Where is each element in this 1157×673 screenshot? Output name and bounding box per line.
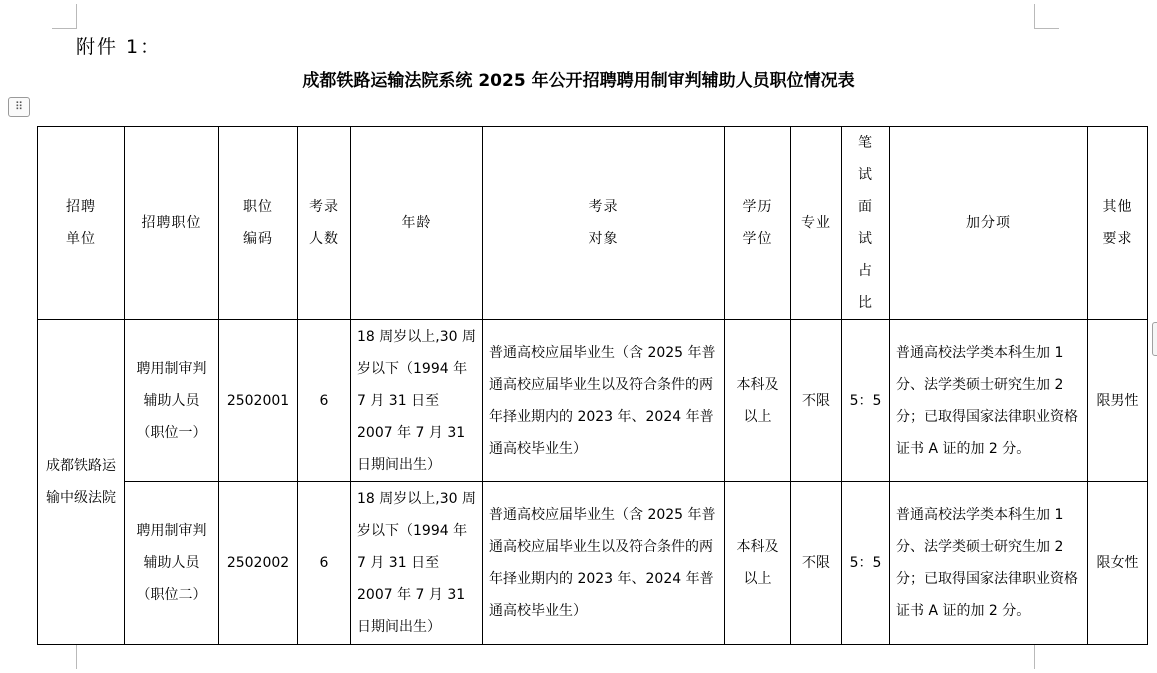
attachment-label: 附件 1： <box>76 36 162 58</box>
cell-unit: 成都铁路运输中级法院 <box>38 320 125 645</box>
cell-other: 限女性 <box>1088 482 1148 645</box>
header-position: 招聘职位 <box>125 127 219 320</box>
cell-code: 2502002 <box>219 482 298 645</box>
document-title: 成都铁路运输法院系统 2025 年公开招聘聘用制审判辅助人员职位情况表 <box>302 71 855 91</box>
cell-other: 限男性 <box>1088 320 1148 482</box>
side-panel-tab[interactable] <box>1152 322 1157 356</box>
cell-target: 普通高校应届毕业生（含 2025 年普通高校应届毕业生以及符合条件的两年择业期内的 2023 年、2024 年普通高校毕业生） <box>483 320 725 482</box>
cell-bonus: 普通高校法学类本科生加 1 分、法学类硕士研究生加 2 分；已取得国家法律职业资格证书 A 证的加 2 分。 <box>890 482 1088 645</box>
page-corner-mark-top-right <box>1034 4 1059 29</box>
header-major: 专业 <box>791 127 842 320</box>
cell-position: 聘用制审判辅助人员（职位一） <box>125 320 219 482</box>
page-corner-mark-bottom-left <box>52 644 77 669</box>
cell-code: 2502001 <box>219 320 298 482</box>
cell-age: 18 周岁以上,30 周岁以下（1994 年 7 月 31 日至 2007 年 7 月 31 日期间出生） <box>351 482 483 645</box>
cell-education: 本科及以上 <box>725 320 791 482</box>
cell-count: 6 <box>298 320 351 482</box>
cell-count: 6 <box>298 482 351 645</box>
table-row <box>38 320 1148 482</box>
cell-bonus: 普通高校法学类本科生加 1 分、法学类硕士研究生加 2 分；已取得国家法律职业资格证书 A 证的加 2 分。 <box>890 320 1088 482</box>
table-row <box>38 482 1148 645</box>
header-target: 考录对象 <box>483 127 725 320</box>
cell-target: 普通高校应届毕业生（含 2025 年普通高校应届毕业生以及符合条件的两年择业期内的 2023 年、2024 年普通高校毕业生） <box>483 482 725 645</box>
header-bonus: 加分项 <box>890 127 1088 320</box>
cell-position: 聘用制审判辅助人员（职位二） <box>125 482 219 645</box>
cell-age: 18 周岁以上,30 周岁以下（1994 年 7 月 31 日至 2007 年 7 月 31 日期间出生） <box>351 320 483 482</box>
header-other: 其他要求 <box>1088 127 1148 320</box>
header-age: 年龄 <box>351 127 483 320</box>
header-count: 考录人数 <box>298 127 351 320</box>
header-education: 学历学位 <box>725 127 791 320</box>
header-ratio: 笔试面试占比 <box>842 127 890 320</box>
cell-education: 本科及以上 <box>725 482 791 645</box>
positions-table <box>37 126 1148 645</box>
cell-major: 不限 <box>791 482 842 645</box>
table-header-row <box>38 127 1148 320</box>
page-corner-mark-bottom-right <box>1034 644 1059 669</box>
header-unit: 招聘单位 <box>38 127 125 320</box>
cell-ratio: 5：5 <box>842 482 890 645</box>
table-move-handle-icon[interactable]: ⠿ <box>8 97 30 117</box>
page-corner-mark-top-left <box>52 4 77 29</box>
cell-major: 不限 <box>791 320 842 482</box>
header-code: 职位编码 <box>219 127 298 320</box>
cell-ratio: 5：5 <box>842 320 890 482</box>
